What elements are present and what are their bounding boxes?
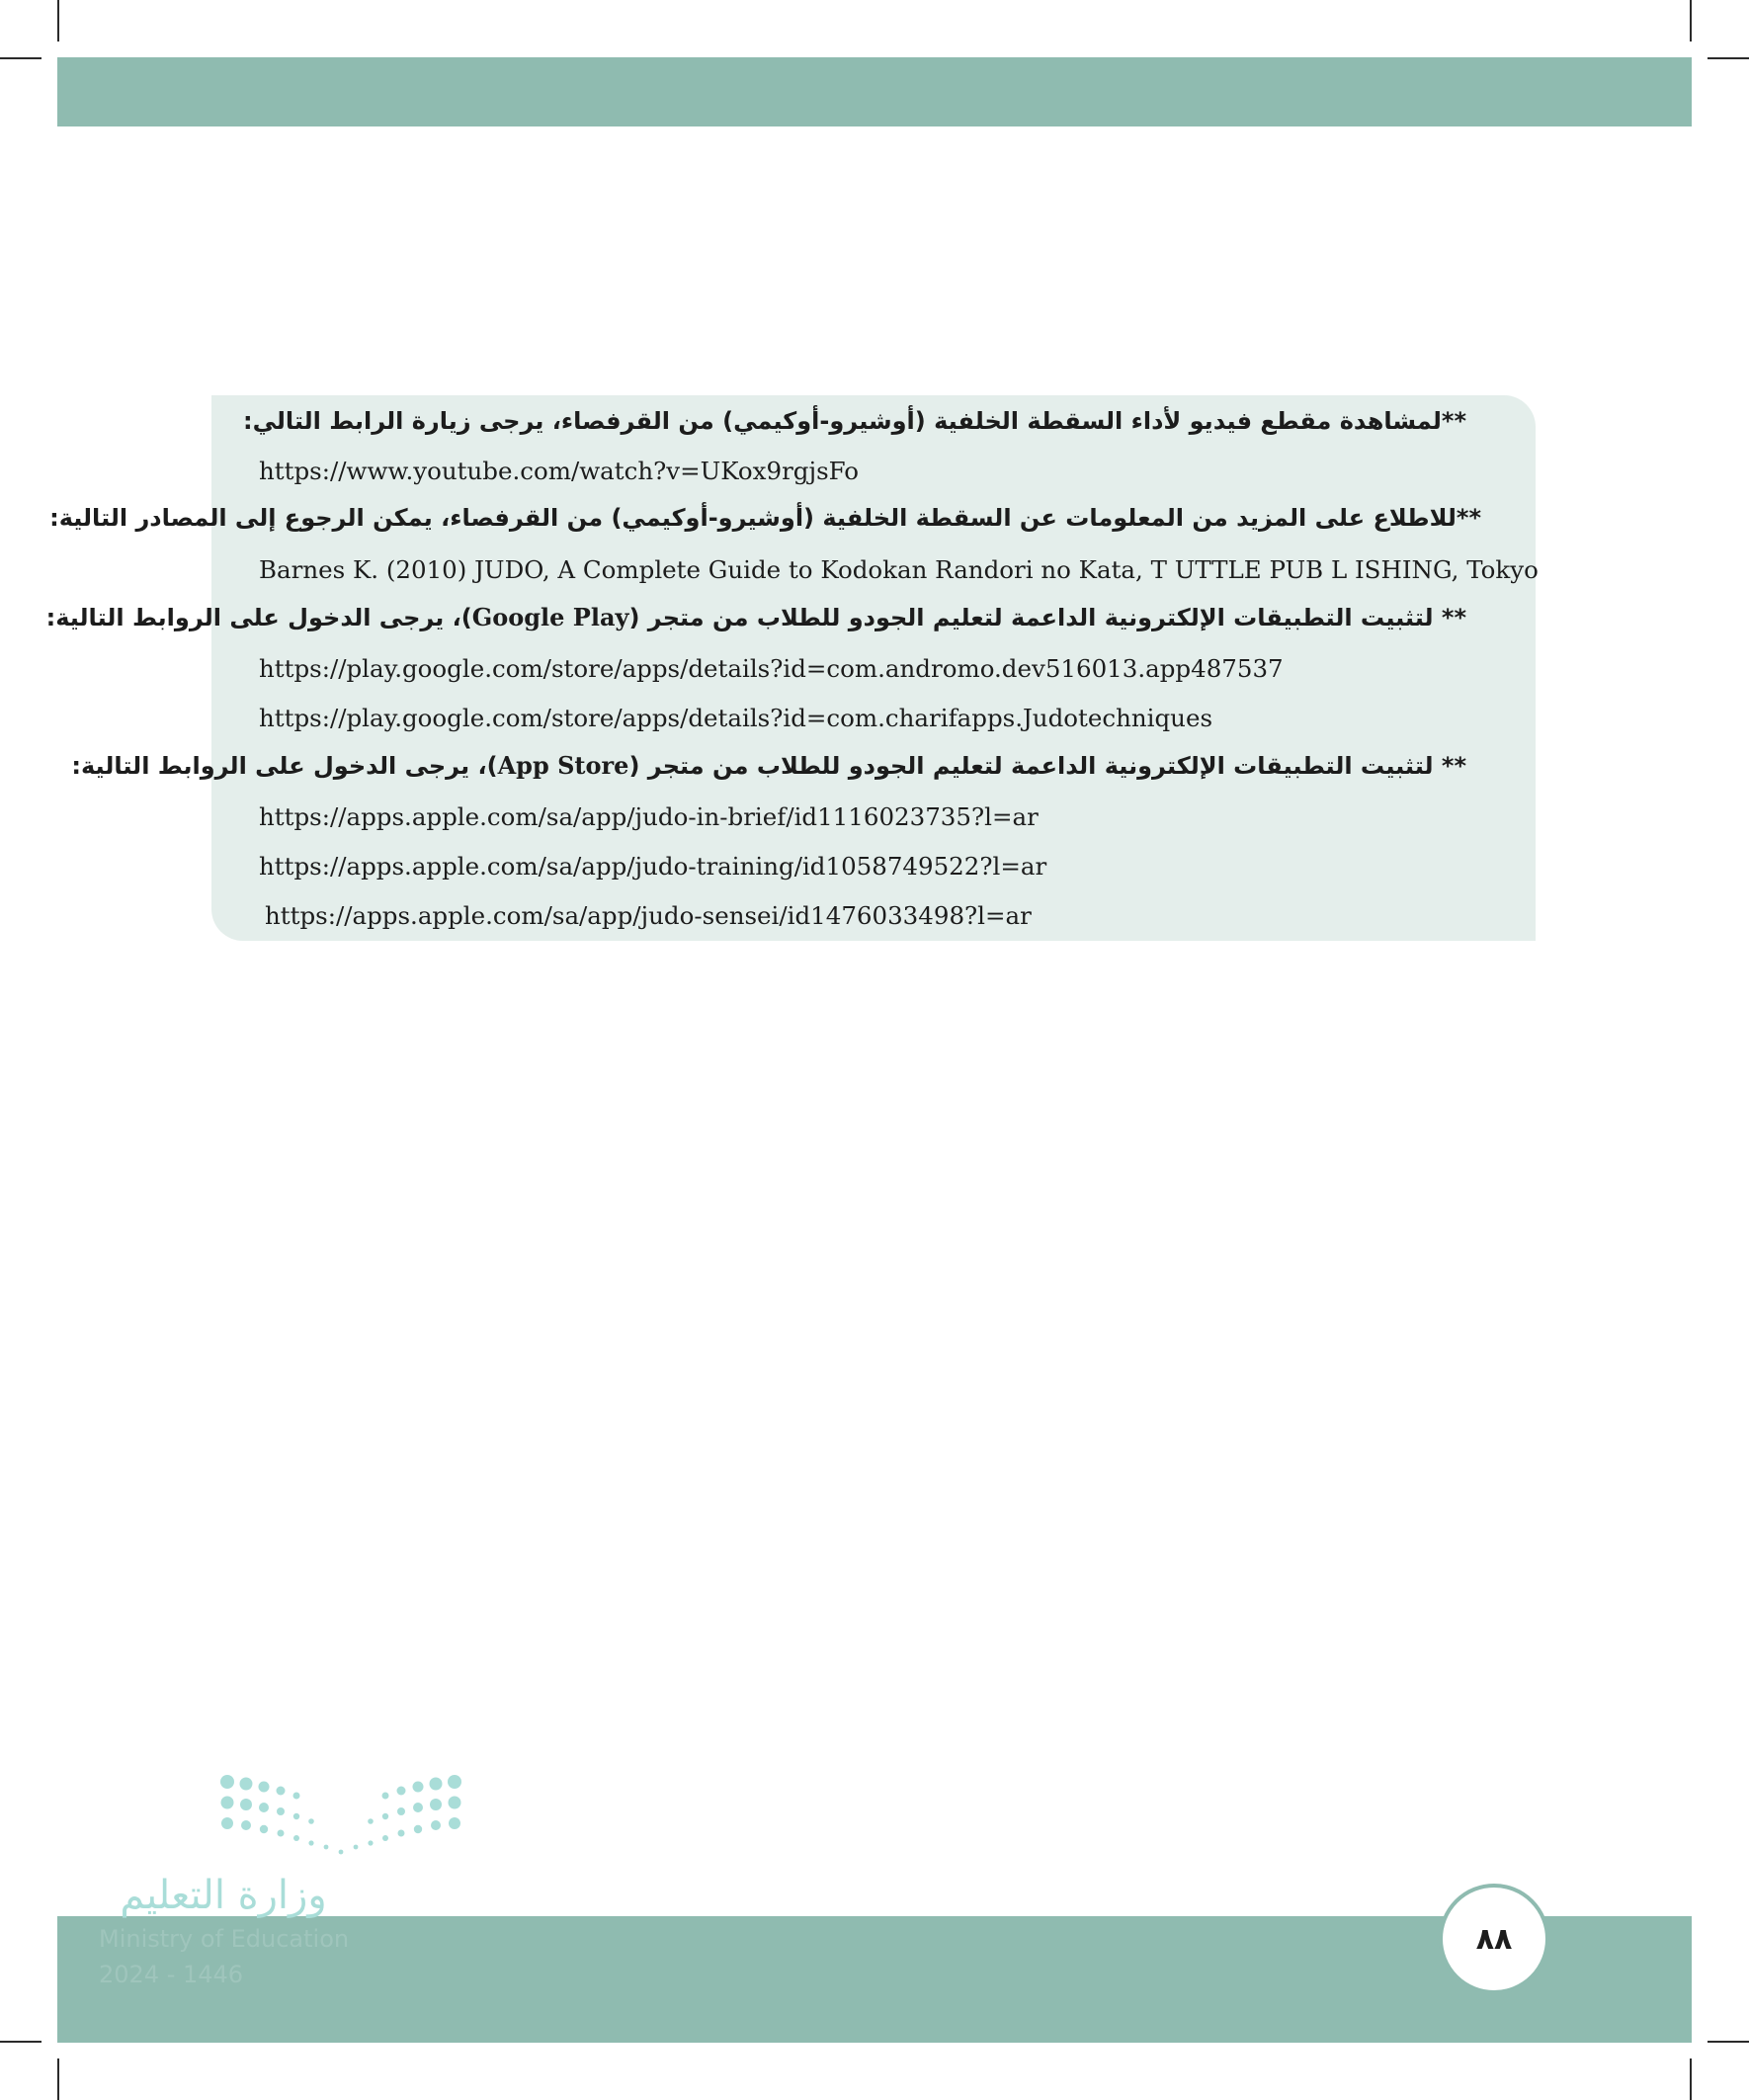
apple-link-2[interactable]: https://apps.apple.com/sa/app/judo-training/id1058749522?l=ar	[259, 852, 1047, 881]
crop-mark	[57, 2058, 59, 2100]
apple-heading-post: )، يرجى الدخول على الروابط التالية:	[71, 752, 498, 780]
ministry-year: 2024 - 1446	[99, 1961, 244, 1988]
page-number: ٨٨	[1475, 1921, 1513, 1957]
video-link[interactable]: https://www.youtube.com/watch?v=UKox9rgjsFo	[259, 457, 860, 485]
google-play-heading	[46, 603, 1466, 631]
ministry-logo-dots	[215, 1774, 466, 1855]
app-store-heading	[71, 751, 1466, 780]
page-number-badge	[1439, 1884, 1549, 1994]
google-store-name: Google Play	[471, 603, 629, 631]
crop-mark	[1707, 2041, 1749, 2043]
reference-citation: Barnes K. (2010) JUDO, A Complete Guide to Kodokan Randori no Kata, T UTTLE PUB L ISHING, Tokyo	[259, 555, 1539, 584]
google-link-1[interactable]: https://play.google.com/store/apps/details?id=com.andromo.dev516013.app487537	[259, 654, 1284, 683]
crop-mark	[57, 0, 59, 42]
info-heading: **للاطلاع على المزيد من المعلومات عن السقطة الخلفية (أوشيرو-أوكيمي) من القرفصاء، يمكن الرجوع إلى المصادر التالية:	[49, 504, 1481, 532]
google-link-2[interactable]: https://play.google.com/store/apps/details?id=com.charifapps.Judotechniques	[259, 704, 1213, 732]
google-heading-post: )، يرجى الدخول على الروابط التالية:	[45, 604, 472, 631]
crop-mark	[1690, 2058, 1692, 2100]
google-heading-pre: ** لتثبيت التطبيقات الإلكترونية الداعمة لتعليم الجودو للطلاب من متجر (	[628, 604, 1466, 631]
crop-mark	[1707, 57, 1749, 59]
apple-link-3[interactable]: https://apps.apple.com/sa/app/judo-sensei/id1476033498?l=ar	[265, 901, 1032, 930]
crop-mark	[1690, 0, 1692, 42]
ministry-name-ar: وزارة التعليم	[120, 1873, 327, 1918]
apple-heading-pre: ** لتثبيت التطبيقات الإلكترونية الداعمة لتعليم الجودو للطلاب من متجر (	[628, 752, 1466, 780]
header-band	[57, 57, 1692, 126]
apple-store-name: App Store	[497, 751, 629, 780]
resources-box	[45, 395, 1539, 941]
crop-mark	[0, 57, 42, 59]
video-heading: **لمشاهدة مقطع فيديو لأداء السقطة الخلفية (أوشيرو-أوكيمي) من القرفصاء، يرجى زيارة الرابط التالي:	[242, 407, 1466, 435]
apple-link-1[interactable]: https://apps.apple.com/sa/app/judo-in-brief/id1116023735?l=ar	[259, 802, 1039, 831]
ministry-name-en: Ministry of Education	[99, 1925, 350, 1953]
crop-mark	[0, 2041, 42, 2043]
